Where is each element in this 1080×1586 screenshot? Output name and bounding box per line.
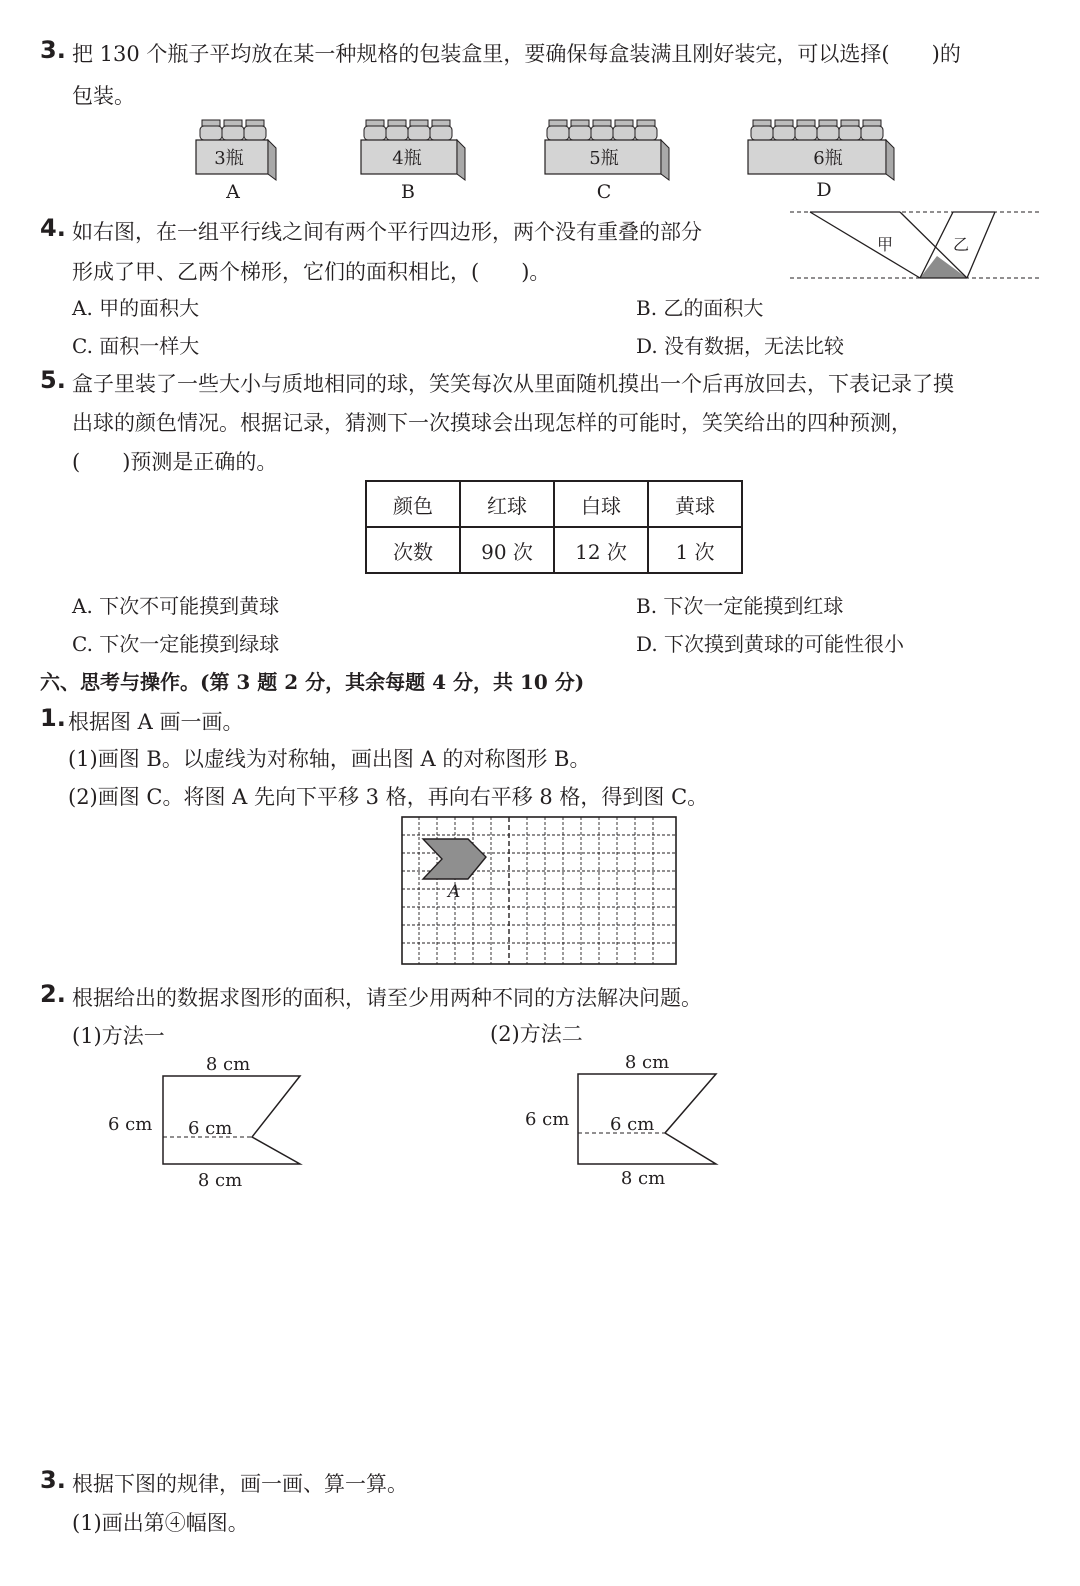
table-cell: 次数 (366, 527, 460, 573)
q3-text-line2: 包装。 (72, 84, 135, 108)
box-c-label: 5瓶 (589, 148, 619, 169)
q4-option-d[interactable]: D. 没有数据，无法比较 (636, 334, 845, 358)
q5-text-line1: 盒子里装了一些大小与质地相同的球，笑笑每次从里面随机摸出一个后再放回去，下表记录了摸 (72, 372, 954, 396)
box-option-d (748, 120, 894, 201)
box-option-a (196, 120, 276, 203)
dim-top: 8 cm (205, 1054, 251, 1075)
q5-option-a[interactable]: A. 下次不可能摸到黄球 (72, 594, 280, 618)
q4-option-c[interactable]: C. 面积一样大 (72, 334, 200, 358)
shape-a-label: A (448, 882, 461, 902)
box-b-label: 4瓶 (392, 148, 422, 169)
shape-a (423, 839, 486, 879)
s6q1-number: 1. (40, 704, 66, 732)
box-option-b (361, 120, 465, 203)
q4-parallelogram-figure (785, 200, 1045, 290)
overlap-region (920, 256, 967, 278)
table-row (366, 527, 742, 573)
dim-left: 6 cm (525, 1109, 570, 1130)
dim-top: 8 cm (624, 1052, 670, 1073)
table-cell: 12 次 (554, 527, 648, 573)
q4-option-a[interactable]: A. 甲的面积大 (72, 296, 200, 320)
s6q2-text: 根据给出的数据求图形的面积，请至少用两种不同的方法解决问题。 (72, 986, 702, 1010)
s6q3-sub1: (1)画出第④幅图。 (72, 1511, 249, 1535)
table-cell: 白球 (554, 481, 648, 527)
dim-middle: 6 cm (188, 1118, 233, 1139)
q3-text-line1: 把 130 个瓶子平均放在某一种规格的包装盒里，要确保每盒装满且刚好装完，可以选择( )的 (72, 42, 961, 66)
area-figure-method1 (100, 1048, 320, 1196)
s6q1-sub1: (1)画图 B。以虚线为对称轴，画出图 A 的对称图形 B。 (68, 747, 591, 771)
q5-option-b[interactable]: B. 下次一定能摸到红球 (636, 594, 844, 618)
q4-text-line2: 形成了甲、乙两个梯形，它们的面积相比，( )。 (72, 260, 551, 284)
dim-bottom: 8 cm (197, 1170, 243, 1191)
table-cell: 红球 (460, 481, 554, 527)
dim-bottom: 8 cm (620, 1168, 666, 1189)
box-d-label: 6瓶 (813, 148, 843, 169)
dim-left: 6 cm (108, 1114, 153, 1135)
table-cell: 颜色 (366, 481, 460, 527)
label-yi: 乙 (953, 235, 970, 254)
area-figure-method2 (515, 1046, 735, 1194)
s6q1-text: 根据图 A 画一画。 (68, 710, 244, 734)
q5-text-line2: 出球的颜色情况。根据记录，猜测下一次摸球会出现怎样的可能时，笑笑给出的四种预测， (72, 411, 912, 435)
s6q2-number: 2. (40, 980, 66, 1008)
section6-title: 六、思考与操作。(第 3 题 2 分，其余每题 4 分，共 10 分) (40, 670, 585, 694)
table-row (366, 481, 742, 527)
q5-option-c[interactable]: C. 下次一定能摸到绿球 (72, 632, 280, 656)
s6q3-number: 3. (40, 1466, 66, 1494)
box-b-letter: B (401, 181, 415, 203)
q5-number: 5. (40, 366, 66, 394)
q4-number: 4. (40, 214, 66, 242)
box-a-letter: A (226, 181, 240, 203)
q5-option-d[interactable]: D. 下次摸到黄球的可能性很小 (636, 632, 905, 656)
box-c-letter: C (596, 181, 612, 203)
box-a-label: 3瓶 (214, 148, 244, 169)
q5-text-line3: ( )预测是正确的。 (72, 450, 278, 474)
grid-figure (400, 815, 680, 967)
dim-middle: 6 cm (610, 1114, 655, 1135)
method-one-label: (1)方法一 (72, 1024, 165, 1048)
ball-tally-table (365, 480, 743, 574)
q4-option-b[interactable]: B. 乙的面积大 (636, 296, 764, 320)
q3-box-options (0, 110, 1080, 205)
q4-text-line1: 如右图，在一组平行线之间有两个平行四边形，两个没有重叠的部分 (72, 220, 702, 244)
s6q3-text: 根据下图的规律，画一画、算一算。 (72, 1472, 408, 1496)
table-cell: 90 次 (460, 527, 554, 573)
q3-number: 3. (40, 36, 66, 64)
table-cell: 黄球 (648, 481, 742, 527)
table-cell: 1 次 (648, 527, 742, 573)
s6q1-sub2: (2)画图 C。将图 A 先向下平移 3 格，再向右平移 8 格，得到图 C。 (68, 785, 709, 809)
method-two-label: (2)方法二 (490, 1022, 583, 1046)
box-option-c (545, 120, 669, 203)
label-jia: 甲 (877, 235, 894, 254)
box-d-letter: D (816, 179, 832, 201)
